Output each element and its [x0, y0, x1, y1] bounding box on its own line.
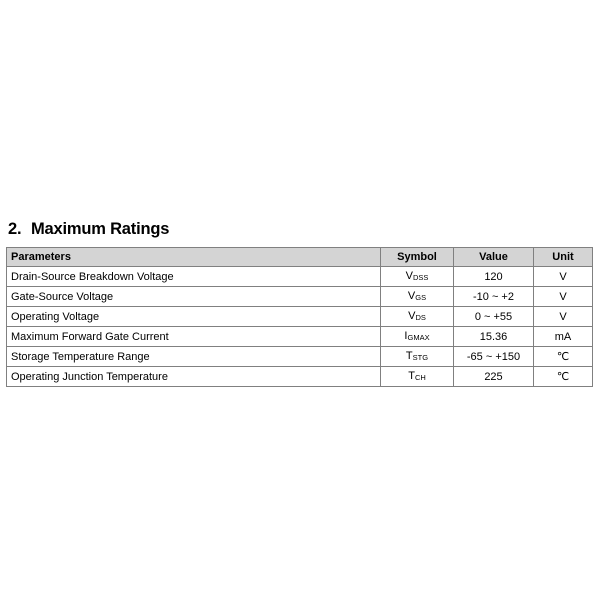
symbol-main: V: [407, 290, 416, 302]
symbol-subscript: STG: [412, 353, 429, 362]
value-cell: -10 ~ +2: [454, 287, 534, 307]
symbol-cell: [381, 267, 454, 287]
symbol-subscript: DSS: [412, 273, 429, 282]
value-cell: 225: [454, 367, 534, 387]
symbol-cell: [381, 287, 454, 307]
value-cell: 0 ~ +55: [454, 307, 534, 327]
symbol-cell: [381, 327, 454, 347]
header-symbol: Symbol: [381, 248, 454, 267]
unit-cell: V: [534, 307, 593, 327]
parameter-cell: Operating Voltage: [7, 307, 381, 327]
symbol-cell: [381, 347, 454, 367]
section-heading: [8, 220, 169, 239]
symbol-main: T: [408, 370, 415, 382]
parameter-cell: Maximum Forward Gate Current: [7, 327, 381, 347]
table-row: [7, 307, 593, 327]
maximum-ratings-table: [6, 247, 593, 387]
unit-cell: ℃: [534, 367, 593, 387]
header-unit: Unit: [534, 248, 593, 267]
parameter-cell: Gate-Source Voltage: [7, 287, 381, 307]
section-number: 2.: [8, 220, 22, 238]
symbol-main: T: [405, 350, 413, 362]
table-row: [7, 267, 593, 287]
table-row: [7, 367, 593, 387]
value-cell: -65 ~ +150: [454, 347, 534, 367]
symbol-subscript: GS: [415, 293, 427, 302]
header-value: Value: [454, 248, 534, 267]
table-row: [7, 287, 593, 307]
value-cell: 120: [454, 267, 534, 287]
value-cell: 15.36: [454, 327, 534, 347]
symbol-subscript: GMAX: [407, 333, 430, 342]
unit-cell: V: [534, 287, 593, 307]
section-title: Maximum Ratings: [31, 220, 170, 238]
symbol-cell: [381, 367, 454, 387]
table-row: [7, 327, 593, 347]
parameter-cell: Operating Junction Temperature: [7, 367, 381, 387]
unit-cell: mA: [534, 327, 593, 347]
symbol-cell: [381, 307, 454, 327]
header-parameters: Parameters: [7, 248, 381, 267]
symbol-main: V: [408, 310, 416, 322]
symbol-subscript: DS: [415, 313, 426, 322]
unit-cell: ℃: [534, 347, 593, 367]
table-header-row: [7, 248, 593, 267]
symbol-main: V: [405, 270, 413, 282]
table-row: [7, 347, 593, 367]
symbol-subscript: CH: [414, 373, 426, 382]
symbol-main: I: [404, 330, 408, 342]
parameter-cell: Storage Temperature Range: [7, 347, 381, 367]
parameter-cell: Drain-Source Breakdown Voltage: [7, 267, 381, 287]
unit-cell: V: [534, 267, 593, 287]
